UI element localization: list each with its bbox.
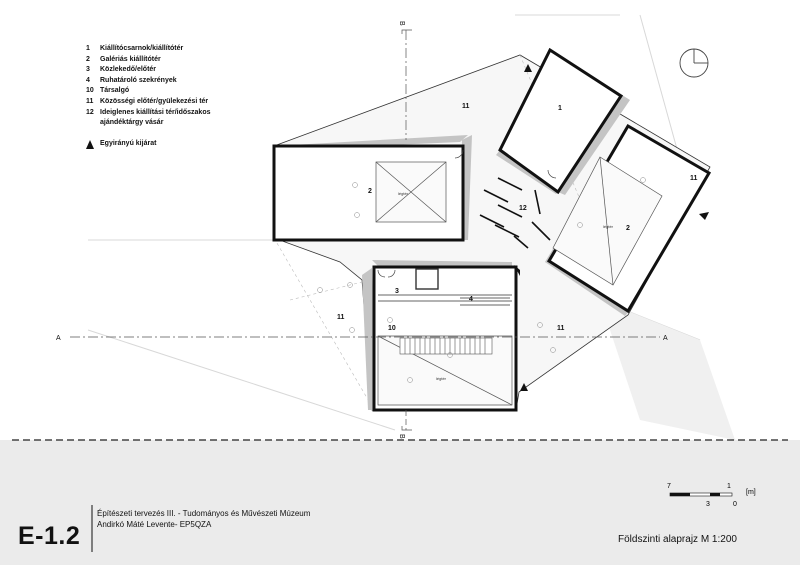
legend-item: [86, 86, 240, 97]
legend-label: Kiállítócsarnok/kiállítótér: [100, 45, 184, 52]
legend-label: Ruhatároló szekrények: [100, 76, 177, 84]
section-mark-a-left: A: [56, 335, 61, 342]
legend-num: 4: [86, 76, 90, 84]
scale-mid-label: 3: [706, 501, 710, 508]
section-mark-a-right: A: [663, 335, 668, 342]
sheet-code: E-1.2: [18, 522, 81, 550]
legend-label: Közösségi előtér/gyülekezési tér: [100, 97, 209, 105]
exit-arrow-icon: [86, 140, 94, 149]
course-line: Építészeti tervezés III. - Tudományos és Művészeti Múzeum: [97, 509, 311, 518]
legend-item: [86, 65, 240, 76]
room-label-4: 4: [469, 296, 473, 303]
legend-label: Ideiglenes kiállítási tér/időszakos ajándéktárgy vásár: [100, 108, 211, 127]
legend: [86, 44, 240, 149]
room-label-12: 12: [519, 205, 527, 212]
void-label-right: légtér: [603, 224, 614, 229]
north-arrow: [680, 49, 708, 77]
legend-item: [86, 76, 240, 87]
legend-label: Közlekedő/előtér: [100, 66, 157, 74]
room-label-11-top: 11: [462, 103, 470, 110]
room-label-10: 10: [388, 325, 396, 332]
room-label-11-left: 11: [337, 314, 345, 321]
scale-left-label: 7: [667, 483, 671, 490]
legend-num: 2: [86, 55, 90, 63]
plan-title: Földszinti alaprajz M 1:200: [618, 534, 737, 545]
room-label-11-right: 11: [690, 175, 698, 182]
legend-item: [86, 97, 240, 108]
legend-label: Társalgó: [100, 87, 130, 95]
legend-label: Galériás kiállítótér: [100, 55, 161, 63]
title-strip: [0, 440, 800, 565]
legend-item: [86, 44, 240, 55]
room-label-11-bottom: 11: [557, 325, 565, 332]
section-mark-b-top: B: [398, 21, 405, 26]
void-label-bottom: légtér: [436, 376, 447, 381]
stair-treads: [400, 338, 492, 354]
exit-label: Egyirányú kijárat: [100, 139, 157, 147]
legend-num: 3: [86, 66, 90, 74]
legend-item: [86, 55, 240, 66]
legend-num: 12: [86, 108, 94, 116]
title-block: [97, 508, 310, 530]
legend-item: [86, 108, 240, 129]
void-label-left: légtér: [398, 191, 409, 196]
scale-right-label: 0: [733, 501, 737, 508]
room-label-2-left: 2: [368, 188, 372, 195]
legend-num: 1: [86, 45, 90, 52]
legend-num: 11: [86, 97, 94, 105]
scale-unit: [m]: [746, 489, 756, 496]
author-line: Andirkó Máté Levente- EP5QZA: [97, 520, 212, 529]
legend-num: 10: [86, 87, 94, 95]
scale-tick-label: 1: [727, 483, 731, 490]
room-label-2-right: 2: [626, 225, 630, 232]
section-mark-b-bottom: B: [398, 434, 405, 439]
legend-exit-item: [86, 139, 240, 150]
room-label-3: 3: [395, 288, 399, 295]
room-label-1: 1: [558, 105, 562, 112]
